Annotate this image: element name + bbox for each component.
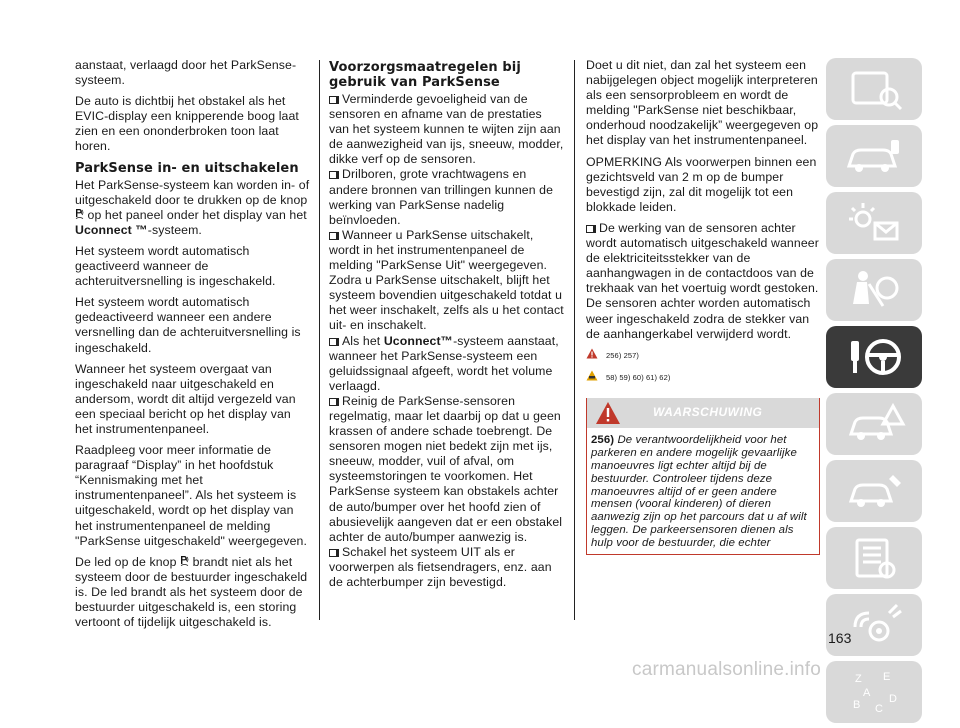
tab-technical-data[interactable] [826,527,922,589]
warning-box [586,398,820,555]
svg-text:A: A [863,687,871,699]
paragraph: aanstaat, verlaagd door het ParkSense-systeem. [75,58,297,88]
warning-triangle-icon [595,401,621,429]
tab-starting-driving[interactable] [826,326,922,388]
chapter-tabs [826,58,922,728]
bullet-item [329,167,564,227]
paragraph: De auto is dichtbij het obstakel als het EVIC-display een knipperende boog laat zien en een ononderbroken toon laat horen. [75,94,299,154]
reference-numbers: 256) 257) [606,351,640,361]
car-info-icon [839,65,909,113]
parksense-button-icon [180,555,189,567]
tab-car-key[interactable] [826,125,922,187]
paragraph: Wanneer het systeem overgaat van ingeschakeld naar uitgeschakeld en andersom, wordt dit altijd vergezeld van een speciaal bericht op het display van het instrumentenpaneel. [75,361,296,436]
paragraph: Het systeem wordt automatisch gedeactiveerd wanneer een andere versnelling dan de achteruitversnelling is ingeschakeld. [75,295,301,355]
watermark: carmanualsonline.info [632,659,822,680]
page-number: 163 [828,630,852,646]
section-heading: Voorzorgsmaatregelen bij gebruik van ParkSense [329,60,521,90]
svg-text:D: D [889,693,897,705]
bullet-icon [586,225,596,233]
uconnect-brand: Uconnect ™ [75,222,148,237]
bullet-icon [329,96,339,104]
warning-reference [586,348,820,364]
car-maintenance-icon [839,467,909,515]
column-2 [329,58,564,590]
warning-body [587,428,819,554]
alphabetical-index-icon [839,668,909,716]
bullet-item [329,394,564,545]
svg-text:Z: Z [855,673,862,685]
text: -systeem. [147,222,202,237]
tab-car-info[interactable] [826,58,922,120]
text: brandt niet als het systeem door de bestuurder ingeschakeld is. De led brandt als het systeem door de bestuurder uitgeschakeld is, een storing vertoont of tijdelijk uitgeschakeld is. [75,554,308,630]
text: De led op de knop [75,554,177,569]
tab-emergency[interactable] [826,393,922,455]
car-key-icon [839,132,909,180]
car-emergency-icon [839,400,909,448]
bullet-item [329,92,564,167]
bullet-item [329,545,564,590]
bullet-item [586,221,820,342]
tab-warning-lights[interactable] [826,192,922,254]
text: Als het [342,333,381,348]
text: -systeem aanstaat, wanneer het ParkSense-systeem een geluidssignaal afgeeft, wordt het volume verlaagd. [329,333,559,393]
bullet-icon [329,549,339,557]
svg-text:C: C [875,703,883,715]
text: Wanneer u ParkSense uitschakelt, wordt in het instrumentenpaneel de melding "ParkSense Uit" weergegeven. Zodra u ParkSense uitschakelt, blijft het systeem bovendien uitgeschakeld totdat u het weer inschakelt, zelfs als u het contact uit- en inschakelt. [329,227,564,333]
paragraph: OPMERKING Als voorwerpen binnen een gezichtsveld van 2 m op de bumper bevestigd zijn, zal dit mogelijk tot een blokkade leiden. [586,154,817,214]
tab-maintenance[interactable] [826,460,922,522]
tab-multimedia[interactable] [826,594,922,656]
paragraph: Het systeem wordt automatisch geactiveerd wanneer de achteruitversnelling is ingeschakeld. [75,243,276,289]
tab-index[interactable] [826,661,922,723]
text: Het ParkSense-systeem kan worden in- of uitgeschakeld door te drukken op de knop [75,177,310,207]
bullet-item [329,228,564,334]
warning-triangle-icon [586,348,598,364]
caution-reference [586,370,820,386]
warning-title: WAARSCHUWING [653,405,763,420]
reference-numbers: 58) 59) 60) 61) 62) [606,373,671,383]
warning-lights-icon [839,199,909,247]
svg-text:B: B [853,699,861,711]
column-3 [586,58,820,555]
bullet-item [329,334,564,394]
column-divider [574,60,575,620]
technical-data-icon [839,534,909,582]
warning-header [587,398,819,428]
text: Reinig de ParkSense-sensoren regelmatig, maar let daarbij op dat u geen krassen of andere schade toebrengt. De sensoren mogen niet bedekt zijn met ijs, sneeuw, modder, vuil of afval, om systeemstoringen te voorkomen. Het ParkSense systeem kan obstakels achter de auto/bumper over het hoofd zien of abusievelijk aangeven dat er een obstakel achter de auto/bumper aanwezig is. [329,393,563,544]
section-heading: ParkSense in- en uitschakelen [75,160,299,176]
steering-wheel-key-icon [839,333,909,381]
svg-text:E: E [883,671,891,683]
warning-text: De verantwoordelijkheid voor het parkeren en andere mogelijk gevaarlijke manoeuvres ligt echter altijd bij de bestuurder. Controleer tijdens deze manoeuvres altijd of er geen andere mensen (vooral kinderen) of dieren aanwezig zijn op het parcours dat u af wilt leggen. De parkeersensoren dienen als hulp voor de bestuurder, die echter [591,433,807,550]
uconnect-brand: Uconnect™ [383,333,454,348]
text: Drilboren, grote vrachtwagens en andere bronnen van trillingen kunnen de werking van ParkSense nadelig beïnvloeden. [329,167,554,227]
bullet-icon [329,338,339,346]
text: Verminderde gevoeligheid van de sensoren en afname van de prestaties van het systeem kunnen te wijten zijn aan de aanwezigheid van ijs, sneeuw, modder, dikke verf op de sensoren. [329,92,564,167]
parksense-button-icon [75,208,84,220]
paragraph [75,178,311,238]
paragraph: Doet u dit niet, dan zal het systeem een nabijgelegen object mogelijk interpreteren als een sensorprobleem en wordt de melding "ParkSense niet beschikbaar, onderhoud noodzakelijk” weergegeven op het display van het instrumentenpaneel. [586,58,819,148]
text: De werking van de sensoren achter wordt automatisch uitgeschakeld wanneer de elektriciteitsstekker van de aanhangwagen in de contactdoos van de trekhaak van het voertuig wordt gestoken. De sensoren achter worden automatisch weer ingeschakeld zodra de stekker van de aanhangerkabel verwijderd wordt. [586,220,819,341]
paragraph: Raadpleeg voor meer informatie de paragraaf “Display” in het hoofdstuk “Kennismaking met het instrumentenpaneel”. Als het systeem is uitgeschakeld, wordt op het display van het instrumentenpaneel de melding "ParkSense uitgeschakeld" weergegeven. [75,443,307,548]
caution-car-icon [586,370,598,386]
paragraph [75,555,311,630]
bullet-icon [329,232,339,240]
warning-number: 256) [591,433,615,446]
column-1 [75,58,311,636]
bullet-icon [329,171,339,179]
text: op het paneel onder het display van het [87,207,307,222]
text: Schakel het systeem UIT als er voorwerpen als fietsendragers, enz. aan de achterbumper zijn bevestigd. [329,544,552,589]
column-divider [319,60,320,620]
airbag-safety-icon [839,266,909,314]
bullet-icon [329,398,339,406]
tab-safety[interactable] [826,259,922,321]
